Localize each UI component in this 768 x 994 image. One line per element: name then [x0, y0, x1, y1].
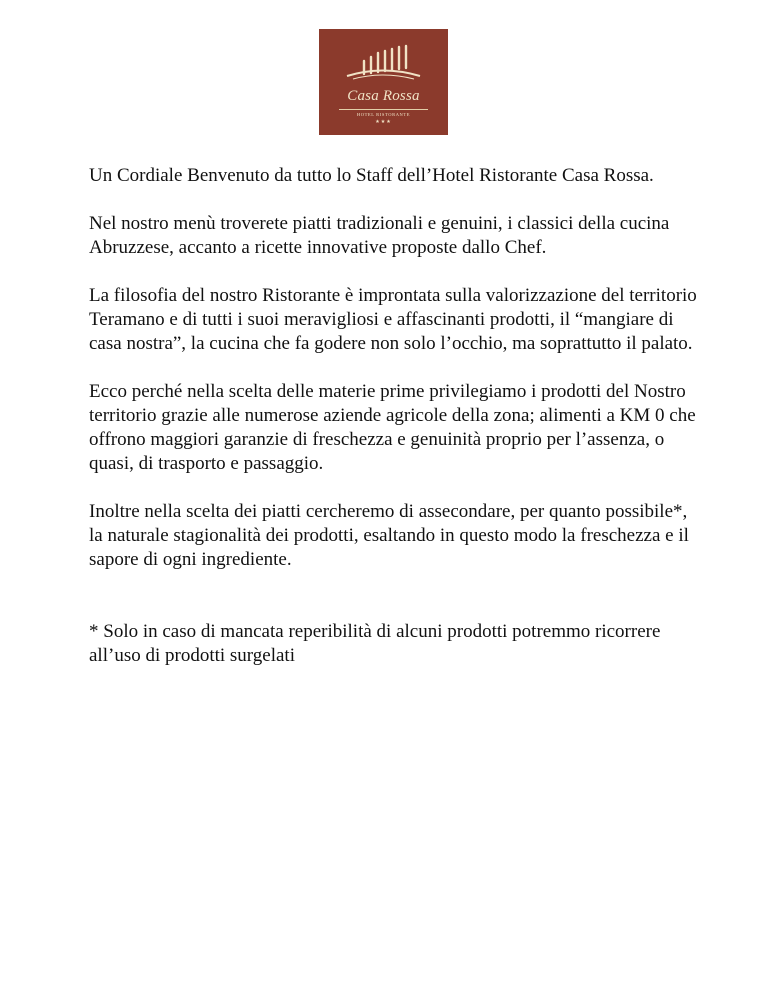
paragraph-seasonality: Inoltre nella scelta dei piatti cercheremo di assecondare, per quanto possibile*, la naturale stagionalità dei prodotti, esaltando in questo modo la freschezza e il sapore di ogni ingrediente.: [89, 501, 689, 570]
logo-divider: [339, 109, 428, 110]
paragraph-ingredients: Ecco perché nella scelta delle materie prime privilegiamo i prodotti del Nostro territorio grazie alle numerose aziende agricole della zona; alimenti a KM 0 che offrono maggiori garanzie di freschezza e genuinità proprio per l’assenza, o quasi, di trasporto e passaggio.: [89, 381, 696, 474]
footnote: * Solo in caso di mancata reperibilità di alcuni prodotti potremmo ricorrere all’uso di prodotti surgelati: [89, 621, 661, 666]
welcome-text: [89, 164, 699, 692]
logo-name: Casa Rossa: [347, 88, 420, 104]
paragraph-menu: Nel nostro menù troverete piatti tradizionali e genuini, i classici della cucina Abruzzese, accanto a ricette innovative proposte dallo Chef.: [89, 213, 670, 258]
logo-subtitle: HOTEL RISTORANTE: [356, 112, 411, 117]
casa-rossa-logo: [319, 29, 448, 135]
paragraph-philosophy: La filosofia del nostro Ristorante è improntata sulla valorizzazione del territorio Teramano e di tutti i suoi meravigliosi e affascinanti prodotti, il “mangiare di casa nostra”, la cucina che fa godere non solo l’occhio, ma soprattutto il palato.: [89, 285, 697, 354]
paragraph-welcome: Un Cordiale Benvenuto da tutto lo Staff dell’Hotel Ristorante Casa Rossa.: [89, 165, 654, 186]
logo-stars: ★★★: [375, 120, 392, 125]
